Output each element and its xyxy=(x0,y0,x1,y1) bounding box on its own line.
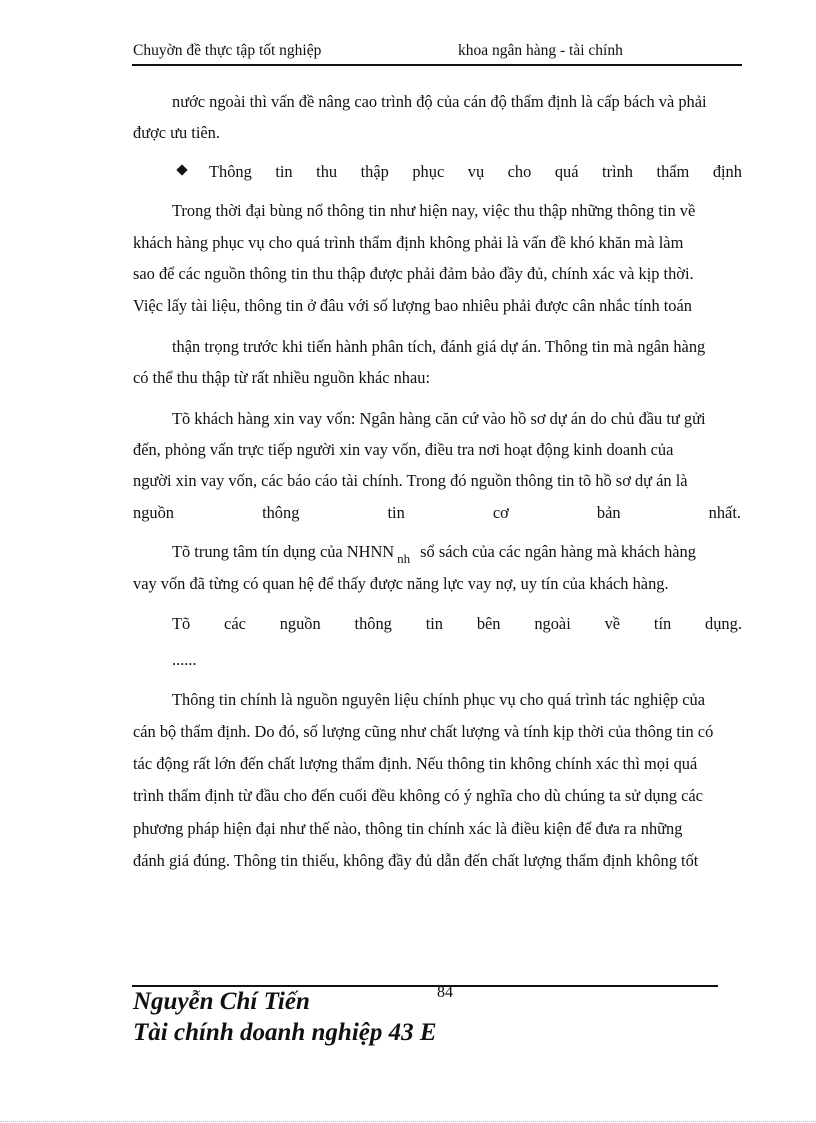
word: tin xyxy=(387,503,405,522)
word: nguồn xyxy=(133,503,174,522)
word: thẩm xyxy=(656,162,690,181)
body-text: sổ sách của các ngân hàng mà khách hàng xyxy=(420,542,696,561)
body-line: đến, phỏng vấn trực tiếp người xin vay vốn, điều tra nơi hoạt động kinh doanh của xyxy=(133,440,674,459)
author-class: Tài chính doanh nghiệp 43 E xyxy=(133,1019,437,1046)
word: ngoài xyxy=(534,614,571,633)
word: cơ xyxy=(492,503,509,522)
author-name: Nguyễn Chí Tiến xyxy=(133,988,310,1015)
word: bên xyxy=(476,614,501,633)
body-line-justified xyxy=(133,503,741,523)
word: quá xyxy=(554,162,579,181)
word: thập xyxy=(360,162,389,181)
word: phục xyxy=(412,162,445,181)
word: cho xyxy=(507,162,532,181)
body-line: sao để các nguồn thông tin thu thập được phải đảm bảo đầy đủ, chính xác và kịp thời. xyxy=(133,264,694,283)
body-line: nước ngoài thì vấn đề nâng cao trình độ của cán độ thẩm định là cấp bách và phải xyxy=(172,92,707,111)
body-line: có thể thu thập từ rất nhiều nguồn khác nhau: xyxy=(133,368,431,387)
word: bản xyxy=(596,503,621,522)
header-right-title: khoa ngân hàng - tài chính xyxy=(458,42,623,59)
word: trình xyxy=(602,162,633,181)
word: vụ xyxy=(467,162,485,181)
body-line: khách hàng phục vụ cho quá trình thẩm định không phải là vấn đề khó khăn mà làm xyxy=(133,233,684,252)
body-line: Thông tin chính là nguồn nguyên liệu chính phục vụ cho quá trình tác nghiệp của xyxy=(172,690,706,709)
word: về xyxy=(604,614,621,633)
word: thông xyxy=(354,614,392,633)
word: định xyxy=(712,162,742,181)
body-line xyxy=(172,542,696,566)
word: thu xyxy=(316,162,338,181)
word: nhất. xyxy=(708,503,741,522)
footer-rule xyxy=(132,985,718,987)
page-bottom-border xyxy=(0,1121,816,1122)
word: Tõ xyxy=(172,614,191,633)
page-number: 84 xyxy=(437,984,453,1001)
body-line: đánh giá đúng. Thông tin thiếu, không đầy đủ dẫn đến chất lượng thẩm định không tốt xyxy=(133,851,699,870)
body-line: cán bộ thẩm định. Do đó, số lượng cũng như chất lượng và tính kịp thời của thông tin có xyxy=(133,722,714,741)
body-line: trình thẩm định từ đầu cho đến cuối đều không có ý nghĩa cho dù chúng ta sử dụng các xyxy=(133,786,703,805)
body-line: người xin vay vốn, các báo cáo tài chính. Trong đó nguồn thông tin tõ hồ sơ dự án là xyxy=(133,471,688,490)
word: tin xyxy=(275,162,293,181)
word: dụng. xyxy=(705,614,742,633)
subscript-text: nh xyxy=(397,551,411,566)
word: các xyxy=(224,614,246,633)
body-line: Trong thời đại bùng nổ thông tin như hiện nay, việc thu thập những thông tin về xyxy=(172,201,696,220)
word: nguồn xyxy=(279,614,321,633)
body-line: phương pháp hiện đại như thế nào, thông tin chính xác là điều kiện để đưa ra những xyxy=(133,819,683,838)
body-line: tác động rất lớn đến chất lượng thẩm định. Nếu thông tin không chính xác thì mọi quá xyxy=(133,754,698,773)
header-rule xyxy=(132,64,742,66)
ellipsis-text: ...... xyxy=(172,650,197,669)
header-left-title: Chuyờn đề thực tập tốt nghiệp xyxy=(133,42,322,59)
word: tin xyxy=(425,614,443,633)
body-line: Tõ khách hàng xin vay vốn: Ngân hàng căn cứ vào hồ sơ dự án do chủ đầu tư gửi xyxy=(172,409,706,428)
diamond-bullet-icon xyxy=(176,164,187,175)
bullet-heading xyxy=(209,162,742,182)
word: thông xyxy=(262,503,300,522)
word: Thông xyxy=(209,162,252,181)
body-line: được ưu tiên. xyxy=(133,123,220,142)
body-line-justified xyxy=(172,614,742,634)
body-text: Tõ trung tâm tín dụng của NHNN xyxy=(172,542,395,561)
body-line: thận trọng trước khi tiến hành phân tích, đánh giá dự án. Thông tin mà ngân hàng xyxy=(172,337,706,356)
body-line: Việc lấy tài liệu, thông tin ở đâu với số lượng bao nhiêu phải được cân nhắc tính toán xyxy=(133,296,692,315)
word: tín xyxy=(653,614,672,633)
body-line: vay vốn đã từng có quan hệ để thấy được năng lực vay nợ, uy tín của khách hàng. xyxy=(133,574,669,593)
